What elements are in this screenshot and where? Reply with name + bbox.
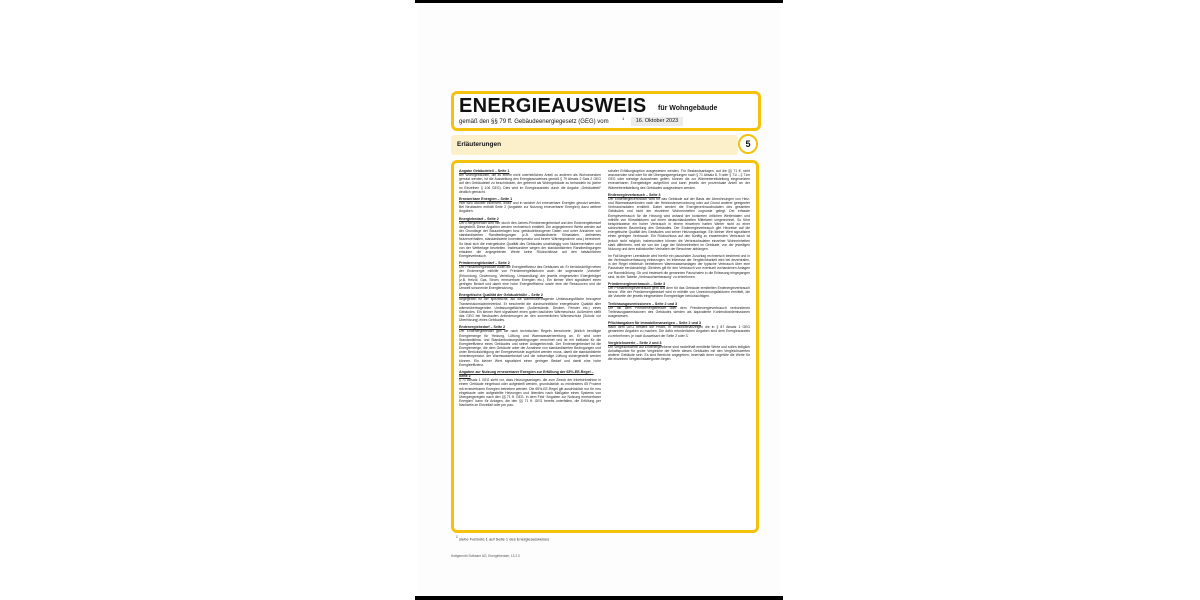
section-text: Der Primärenergieverbrauch geht aus dem für das Gebäude ermittelten Endenergieverbrauch hervor. Wie der Primärenergiebedarf wird er mithilfe von Umrechnungsfaktoren ermittelt, die die Vorkette der jeweils eingesetzten Energieträger berücksichtigen. xyxy=(608,286,750,299)
section-text: Der Primärenergiebedarf bildet die Energieeffizienz des Gebäudes ab. Er berücksichtigt neben der Endenergie mithilfe von Primärenergiefaktoren auch die sogenannte „Vorkette“ (Erkundung, Gewinnung, Verteilung, Umwandlung) der jeweils eingesetzten Energieträger (z.B. Heizöl, Gas, Strom, erneuerbare Energien etc.). Ein kleiner Wert signalisiert einen geringen Bedarf und damit eine hohe Energieeffizienz sowie eine die Ressourcen und die Umwelt schonende Energienutzung. xyxy=(459,265,601,291)
section-text: Im Fall längerer Leerstände wird hierfür ein pauschaler Zuschlag rechnerisch bestimmt und in die Verbrauchserfassung einbezogen. Im Interesse der Vergleichbarkeit wird bei dezentralen, in der Regel elektrisch betriebenen Warmwasseranlagen der typische Verbrauch über eine Pauschale berücksichtigt. Gleiches gilt für den Verbrauch von eventuell vorhandenen Anlagen zur Raumkühlung. Ob und inwieweit die genannten Pauschalen in die Erfassung eingegangen sind, ist der Tabelle „Verbrauchserfassung“ zu entnehmen. xyxy=(608,253,750,279)
section-heading: Pflichtangaben für Immobilienanzeigen – Seite 2 und 3 xyxy=(608,321,702,326)
section-bar xyxy=(451,135,738,155)
section-heading: Endenergiebedarf – Seite 2 xyxy=(459,325,506,330)
document-page xyxy=(418,3,780,596)
section-text: Hier wird darüber informiert, wofür und in welcher Art erneuerbare Energien genutzt werden. Bei Neubauten enthält Seite 2 (Angaben zur Nutzung erneuerbarer Energien) dazu weitere Angaben. xyxy=(459,201,601,214)
footnote-reference: 1 xyxy=(622,116,625,121)
section-label: Erläuterungen xyxy=(457,141,502,148)
section-heading: Primärenergieverbrauch – Seite 3 xyxy=(608,281,666,286)
section-heading: Erneuerbare Energien – Seite 1 xyxy=(459,196,513,201)
section-text: § 71 Absatz 1 GEG sieht vor, dass Heizungsanlagen, die zum Zweck der Inbetriebnahme in einem Gebäude eingebaut oder aufgestellt werden, grundsätzlich zu mindestens 65 Prozent mit erneuerbaren Energien betrieben werden. Die 65%-EE-Regel gilt ausdrücklich nur für neu eingebaute oder aufgestellte Heizungen und überdies nach Maßgabe eines Systems von Übergangsregeln nach den §§ 71 ff. GEG. In dem Feld “Angaben zur Nutzung erneuerbarer Energien” kann für Anlagen, die den §§ 71 ff. GEG bereits unterfallen, die Erfüllung per Nachweis im Einzelfall oder per pau- xyxy=(459,378,601,408)
section-text: Angegeben ist der spezifische, auf die wärmeübertragende Umfassungsfläche bezogene Transmissionswärmeverlust. Er beschreibt die durchschnittliche energetische Qualität aller wärmeübertragenden Umfassungsflächen (Außenwände, Decken, Fenster etc.) eines Gebäudes. Ein kleiner Wert signalisiert einen guten baulichen Wärmeschutz. Außerdem stellt das GEG bei Neubauten Anforderungen an den sommerlichen Wärmeschutz (Schutz vor Überhitzung) eines Gebäudes. xyxy=(459,297,601,323)
section-heading: Vergleichswerte – Seite 2 und 3 xyxy=(608,340,662,345)
section-text: Der Endenergiebedarf gibt die nach technischen Regeln berechnete, jährlich benötigte Energiemenge für Heizung, Lüftung und Warmwasserbereitung an. Er wird unter Standardklima- und Standardnutzungsbedingungen errechnet und ist ein Indikator für die Energieeffizienz eines Gebäudes und seiner Anlagentechnik. Der Endenergiebedarf ist die Energiemenge, die dem Gebäude unter der Annahme von standardisierten Bedingungen und unter Berücksichtigung der Energieverluste zugeführt werden muss, damit die standardisierte Innentemperatur, der Warmwasserbedarf und die notwendige Lüftung sichergestellt werden können. Ein kleiner Wert signalisiert einen geringen Bedarf und damit eine hohe Energieeffizienz. xyxy=(459,329,601,367)
bottom-border xyxy=(415,596,783,600)
section-heading: Treibhausgasemissionen – Seite 2 und 3 xyxy=(608,301,678,306)
section-text: Die mit dem Primärenergiebedarf oder dem Primärenergieverbrauch verbundenen Treibhausgasemissionen des Gebäudes werden als äquivalente Kohlendioxidemissionen ausgewiesen. xyxy=(608,305,750,318)
section-text: Die Vergleichswerte auf Endenergieebene sind modellhaft ermittelte Werte und sollen lediglich Anhaltspunkte für grobe Vergleiche der Werte dieses Gebäudes mit den Vergleichswerten anderer Gebäude sein. Es sind Bereiche angegeben, innerhalb derer ungefähr die Werte für die einzelnen Vergleichskategorien liegen. xyxy=(608,344,750,362)
section-text: Bei Wohngebäuden, die zu einem nicht unerheblichen Anteil zu anderen als Wohnzwecken genutzt werden, ist die Ausstellung des Energieausweises gemäß § 79 Absatz 2 Satz 2 GEG auf den Gebäudeteil zu beschränken, der getrennt als Wohngebäude zu behandeln ist (siehe im Einzelnen § 106 GEG). Dies wird im Energieausweis durch die Angabe „Gebäudeteil“ deutlich gemacht. xyxy=(459,173,601,194)
law-reference: gemäß den §§ 79 ff. Gebäudeenergiegesetz (GEG) vom xyxy=(459,119,609,125)
section-heading: Angaben zur Nutzung erneuerbarer Energien zur Erfüllung der 65%-EE-Regel – Seite 2 xyxy=(459,369,594,379)
date-field: 16. Oktober 2023 xyxy=(631,117,683,126)
section-text: Der Energiebedarf wird hier durch den Jahres-Primärenergiebedarf und den Endenergiebedarf dargestellt. Diese Angaben werden rechnerisch ermittelt. Die angegebenen Werte werden auf der Grundlage der Bauunterlagen bzw. gebäudebezogener Daten und unter Annahme von standardisierten Randbedingungen (z.B. standardisierte Klimadaten, definiertes Nutzerverhalten, standardisierte Innentemperatur und innere Wärmegewinne usw.) berechnet. So lässt sich die energetische Qualität des Gebäudes unabhängig vom Nutzerverhalten und von der Wetterlage beurteilen. Insbesondere wegen der standardisierten Randbedingungen erlauben die angegebenen Werte keine Rückschlüsse auf den tatsächlichen Energieverbrauch. xyxy=(459,220,601,258)
document-title: ENERGIEAUSWEIS xyxy=(459,95,647,117)
section-text: Nach dem GEG besteht die Pflicht, in Immobilienanzeigen die in § 87 Absatz 1 GEG genannten Angaben zu machen. Die dafür erforderlichen Angaben sind dem Energieausweis zu entnehmen, je nach Ausweisart der Seite 2 oder 3. xyxy=(608,325,750,338)
document-subtitle: für Wohngebäude xyxy=(658,105,718,112)
page-footer: Hottgenroth Software AG, Energieberater, 13.2.0 xyxy=(451,554,520,558)
section-heading: Energiebedarf – Seite 2 xyxy=(459,216,499,221)
content-box xyxy=(451,160,759,533)
footnote-text: siehe Fußnote 1 auf Seite 1 des Energieausweises xyxy=(458,536,550,542)
footnote xyxy=(456,535,549,541)
left-column xyxy=(459,169,601,410)
section-heading: Primärenergiebedarf – Seite 2 xyxy=(459,261,510,266)
header-box xyxy=(451,91,761,131)
right-column xyxy=(608,169,750,365)
footnote-marker: 1 xyxy=(456,535,458,539)
section-heading: Angabe Gebäudeteil – Seite 1 xyxy=(459,169,510,173)
section-text: Der Endenergieverbrauch wird für das Gebäude auf der Basis der Abrechnungen von Heiz- und Warmwasserkosten nach der Heizkostenverordnung oder auf Grund anderer geeigneter Verbrauchsdaten ermittelt. Dabei werden die Energieverbrauchsdaten des gesamten Gebäudes und nicht der einzelnen Wohneinheiten zugrunde gelegt. Der erfasste Energieverbrauch für die Heizung wird anhand der konkreten örtlichen Wetterdaten und mithilfe von Klimafaktoren auf einen deutschlandweiten Mittelwert umgerechnet. So führt beispielsweise ein hoher Verbrauch in einem einzelnen harten Winter nicht zu einer schlechteren Beurteilung des Gebäudes. Der Endenergieverbrauch gibt Hinweise auf die energetische Qualität des Gebäudes und seiner Heizungsanlage. Ein kleiner Wert signalisiert einen geringen Verbrauch. Ein Rückschluss auf den künftig zu erwartenden Verbrauch ist jedoch nicht möglich; insbesondere können die Verbrauchsdaten einzelner Wohneinheiten stark differieren, weil sie von der Lage der Wohneinheiten im Gebäude, von der jeweiligen Nutzung und dem individuellen Verhalten der Bewohner abhängen. xyxy=(608,196,750,251)
page-number-badge: 5 xyxy=(738,134,758,154)
section-heading: Energetische Qualität der Gebäudehülle – Seite 2 xyxy=(459,293,543,298)
section-text: schaler Erfüllungsoption ausgewiesen werden. Für Bestandsanlagen, auf die §§ 71 ff. nicht anzuwenden sind oder für die Übergangsregelungen nach § 71 Absatz 8, 9 oder § 71i – § 71m GEG oder sonstige Ausnahmen gelten, können die zur Wärmebereitstellung eingesetzten erneuerbaren Energieträger aufgeführt und kann jeweils der prozentuale Anteil an der Wärmebereitstellung des Gebäudes ausgewiesen werden. xyxy=(608,169,750,190)
section-heading: Endenergieverbrauch – Seite 3 xyxy=(608,192,661,197)
